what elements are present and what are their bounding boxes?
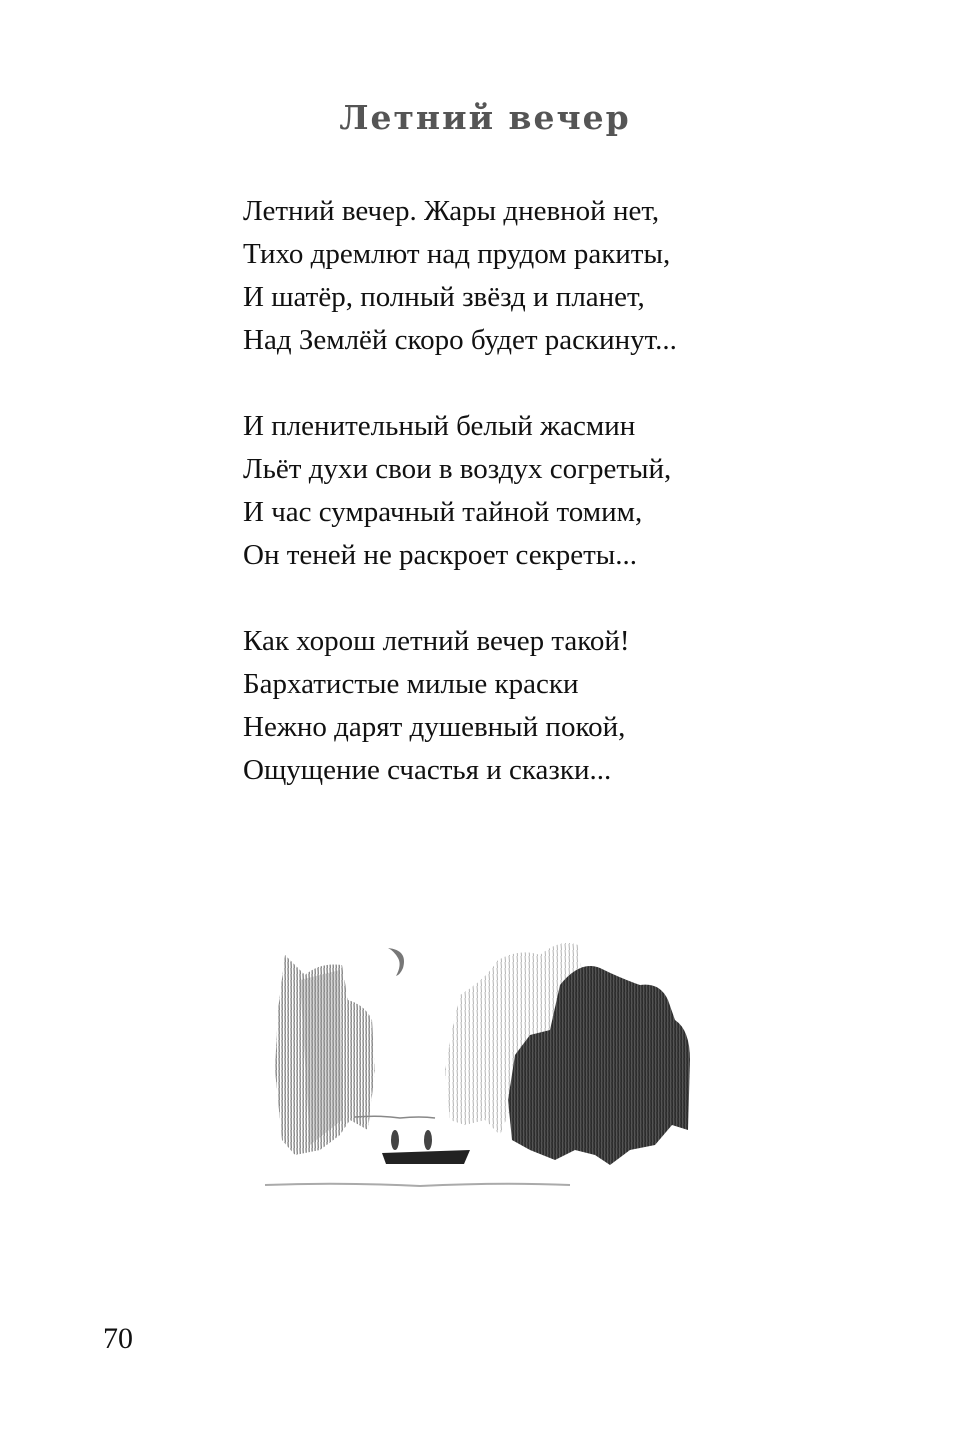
left-willow-tree <box>275 955 375 1155</box>
poem-line: Он теней не раскроет секреты... <box>243 539 638 571</box>
poem-line: Льёт духи свои в воздух согретый, <box>243 453 672 485</box>
poem-line: Как хорош летний вечер такой! <box>243 625 630 657</box>
poem-line: Бархатистые милые краски <box>243 668 579 700</box>
poem-line: Ощущение счастья и сказки... <box>243 754 612 786</box>
poem-body <box>243 190 677 835</box>
poem-line: Летний вечер. Жары дневной нет, <box>243 195 660 227</box>
poem-line: Тихо дремлют над прудом ракиты, <box>243 238 671 270</box>
stanza-1 <box>243 190 677 362</box>
stanza-3 <box>243 620 677 792</box>
crescent-moon-icon <box>388 948 404 976</box>
poem-line: И час сумрачный тайной томим, <box>243 496 643 528</box>
poem-line: Нежно дарят душевный покой, <box>243 711 626 743</box>
page-number: 70 <box>103 1322 133 1355</box>
poem-line: И шатёр, полный звёзд и планет, <box>243 281 645 313</box>
poem-title: Летний вечер <box>339 98 631 137</box>
boat-with-figures <box>382 1130 470 1164</box>
stanza-2 <box>243 405 677 577</box>
poem-line: И пленительный белый жасмин <box>243 410 636 442</box>
poem-line: Над Землёй скоро будет раскинут... <box>243 324 677 356</box>
willow-pond-illustration <box>260 920 710 1210</box>
